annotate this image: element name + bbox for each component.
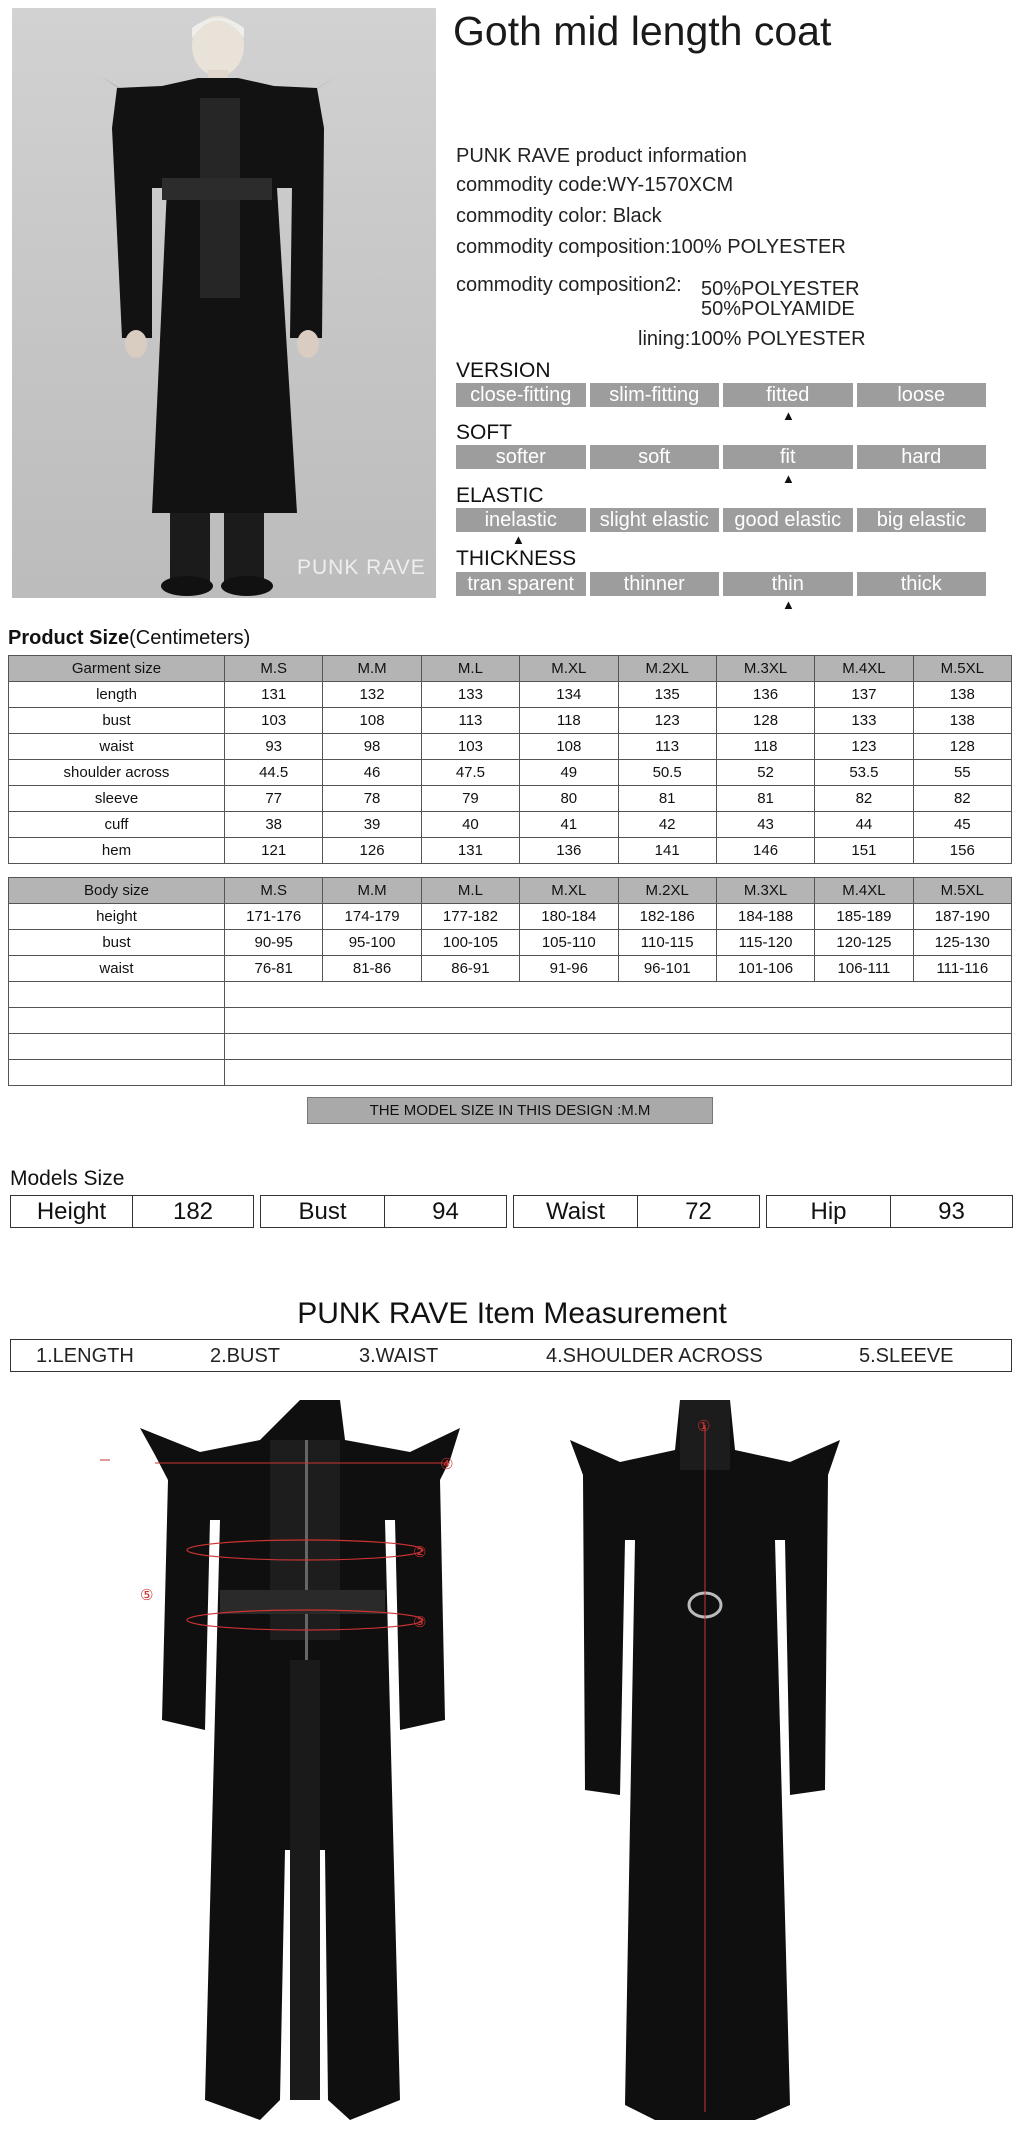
elastic-option: good elastic — [723, 508, 853, 532]
table-cell: waist — [9, 734, 225, 760]
table-row — [9, 812, 1012, 838]
table-cell: 82 — [815, 786, 913, 812]
table-cell: 120-125 — [815, 930, 913, 956]
table-cell: 47.5 — [421, 760, 519, 786]
table-row — [9, 930, 1012, 956]
table-cell: 81 — [716, 786, 814, 812]
table-cell: 182-186 — [618, 904, 716, 930]
hip-label: Hip — [766, 1195, 891, 1228]
version-option: loose — [857, 383, 987, 407]
attr-thickness-label: THICKNESS — [456, 547, 577, 570]
attr-soft-label: SOFT — [456, 421, 512, 444]
model-figure — [12, 8, 436, 598]
table-cell: 81-86 — [323, 956, 421, 982]
lining-label: lining: — [638, 328, 691, 350]
table-cell: 53.5 — [815, 760, 913, 786]
table-cell: 134 — [520, 682, 618, 708]
table-cell: 138 — [913, 682, 1011, 708]
table-cell — [225, 982, 1012, 1008]
version-option-selected: fitted — [723, 383, 853, 407]
table-cell: 131 — [225, 682, 323, 708]
table-cell: 110-115 — [618, 930, 716, 956]
commodity-code — [456, 174, 733, 197]
table-cell: 41 — [520, 812, 618, 838]
product-size-unit: (Centimeters) — [129, 627, 251, 649]
table-header-cell: M.XL — [520, 878, 618, 904]
marker-5-icon: ⑤ — [140, 1586, 154, 1604]
elastic-option: big elastic — [857, 508, 987, 532]
code-label: commodity code: — [456, 174, 608, 196]
table-cell: 96-101 — [618, 956, 716, 982]
table-cell: 184-188 — [716, 904, 814, 930]
table-header-row — [9, 878, 1012, 904]
thickness-option: tran sparent — [456, 572, 586, 596]
body-size-table — [8, 877, 1012, 1086]
empty-row — [9, 1008, 1012, 1034]
table-cell: 135 — [618, 682, 716, 708]
table-cell: 105-110 — [520, 930, 618, 956]
table-row — [9, 682, 1012, 708]
measurement-title: PUNK RAVE Item Measurement — [297, 1297, 727, 1330]
table-cell: 93 — [225, 734, 323, 760]
marker-3-icon: ③ — [413, 1613, 427, 1631]
table-cell: 171-176 — [225, 904, 323, 930]
table-header-cell: M.L — [421, 656, 519, 682]
table-cell: cuff — [9, 812, 225, 838]
coat-back — [570, 1400, 840, 2120]
table-header-cell: M.XL — [520, 656, 618, 682]
table-cell: 121 — [225, 838, 323, 864]
waist-label: Waist — [513, 1195, 638, 1228]
color-value: Black — [612, 205, 662, 227]
elastic-option: slight elastic — [590, 508, 720, 532]
table-cell: 40 — [421, 812, 519, 838]
table-cell: 180-184 — [520, 904, 618, 930]
table-header-cell: Body size — [9, 878, 225, 904]
table-cell: bust — [9, 708, 225, 734]
composition2-values — [701, 279, 860, 319]
table-cell: 128 — [913, 734, 1011, 760]
table-cell: 77 — [225, 786, 323, 812]
table-cell: 136 — [716, 682, 814, 708]
bust-label: Bust — [260, 1195, 385, 1228]
soft-marker-icon: ▲ — [782, 471, 795, 486]
table-cell: 108 — [323, 708, 421, 734]
attr-thickness-scale — [456, 572, 986, 596]
marker-4-icon: ④ — [440, 1455, 454, 1473]
table-cell: 141 — [618, 838, 716, 864]
models-size-title: Models Size — [10, 1167, 125, 1190]
table-cell: 86-91 — [421, 956, 519, 982]
table-cell: waist — [9, 956, 225, 982]
table-cell: 95-100 — [323, 930, 421, 956]
table-cell: 118 — [716, 734, 814, 760]
hip-value: 93 — [890, 1195, 1013, 1228]
soft-option: hard — [857, 445, 987, 469]
table-cell — [225, 1008, 1012, 1034]
bust-value: 94 — [384, 1195, 507, 1228]
waist-value: 72 — [637, 1195, 760, 1228]
table-cell: 39 — [323, 812, 421, 838]
table-cell — [225, 1060, 1012, 1086]
commodity-composition — [456, 236, 846, 259]
table-cell: 43 — [716, 812, 814, 838]
table-cell — [9, 1034, 225, 1060]
attr-elastic-label: ELASTIC — [456, 484, 544, 507]
attr-soft-scale — [456, 445, 986, 469]
table-cell: 52 — [716, 760, 814, 786]
table-cell: 46 — [323, 760, 421, 786]
color-label: commodity color: — [456, 205, 608, 227]
table-cell: hem — [9, 838, 225, 864]
table-cell: 50.5 — [618, 760, 716, 786]
empty-row — [9, 982, 1012, 1008]
table-cell: 80 — [520, 786, 618, 812]
height-value: 182 — [132, 1195, 254, 1228]
table-row — [9, 760, 1012, 786]
table-cell: 138 — [913, 708, 1011, 734]
table-cell: length — [9, 682, 225, 708]
table-header-cell: M.S — [225, 656, 323, 682]
product-size-heading: Product Size — [8, 627, 130, 649]
table-header-cell: M.3XL — [716, 878, 814, 904]
version-option: slim-fitting — [590, 383, 720, 407]
table-cell: 187-190 — [913, 904, 1011, 930]
table-header-cell: M.M — [323, 878, 421, 904]
measure-length: 1.LENGTH — [36, 1345, 134, 1367]
table-cell: 98 — [323, 734, 421, 760]
empty-row — [9, 1060, 1012, 1086]
measure-sleeve: 5.SLEEVE — [859, 1345, 954, 1367]
model-photo — [12, 8, 436, 598]
table-header-cell: M.2XL — [618, 656, 716, 682]
thickness-option-selected: thin — [723, 572, 853, 596]
table-cell: 91-96 — [520, 956, 618, 982]
table-cell: 81 — [618, 786, 716, 812]
table-row — [9, 786, 1012, 812]
lining-value: 100% POLYESTER — [690, 328, 866, 350]
table-cell: 128 — [716, 708, 814, 734]
version-marker-icon: ▲ — [782, 408, 795, 423]
soft-option: soft — [590, 445, 720, 469]
table-cell: 100-105 — [421, 930, 519, 956]
table-cell: 55 — [913, 760, 1011, 786]
table-cell: 90-95 — [225, 930, 323, 956]
attr-version-scale — [456, 383, 986, 407]
table-cell: 132 — [323, 682, 421, 708]
coat-measurement-diagram — [100, 1400, 890, 2140]
photo-watermark: PUNK RAVE — [297, 556, 426, 579]
composition-label: commodity composition: — [456, 236, 671, 258]
table-cell: 185-189 — [815, 904, 913, 930]
table-cell — [9, 982, 225, 1008]
table-cell: 49 — [520, 760, 618, 786]
marker-2-icon: ② — [413, 1543, 427, 1561]
table-cell: sleeve — [9, 786, 225, 812]
table-row — [9, 956, 1012, 982]
table-cell: 44.5 — [225, 760, 323, 786]
table-cell: 79 — [421, 786, 519, 812]
soft-option: softer — [456, 445, 586, 469]
table-cell: 76-81 — [225, 956, 323, 982]
table-cell: 133 — [421, 682, 519, 708]
attr-elastic-scale — [456, 508, 986, 532]
table-cell — [9, 1008, 225, 1034]
height-label: Height — [10, 1195, 133, 1228]
table-cell: 113 — [421, 708, 519, 734]
product-title: Goth mid length coat — [453, 8, 832, 54]
thickness-option: thick — [857, 572, 987, 596]
table-cell: 78 — [323, 786, 421, 812]
table-cell: 118 — [520, 708, 618, 734]
table-header-cell: M.4XL — [815, 878, 913, 904]
table-header-row — [9, 656, 1012, 682]
table-header-cell: M.3XL — [716, 656, 814, 682]
table-cell: 44 — [815, 812, 913, 838]
elastic-marker-icon: ▲ — [512, 532, 525, 547]
composition2-label: commodity composition2: — [456, 274, 682, 296]
table-cell: 106-111 — [815, 956, 913, 982]
table-cell: height — [9, 904, 225, 930]
measure-waist: 3.WAIST — [359, 1345, 439, 1367]
product-size-title — [8, 627, 250, 650]
table-header-cell: M.4XL — [815, 656, 913, 682]
elastic-option-selected: inelastic — [456, 508, 586, 532]
model-size-note: THE MODEL SIZE IN THIS DESIGN :M.M — [307, 1097, 713, 1124]
table-cell: 113 — [618, 734, 716, 760]
lining — [638, 328, 866, 351]
table-cell: 131 — [421, 838, 519, 864]
table-header-cell: M.S — [225, 878, 323, 904]
table-cell: 136 — [520, 838, 618, 864]
thickness-option: thinner — [590, 572, 720, 596]
composition2-value-1: 50%POLYESTER — [701, 278, 860, 300]
table-cell: 137 — [815, 682, 913, 708]
table-cell: 103 — [421, 734, 519, 760]
thickness-marker-icon: ▲ — [782, 597, 795, 612]
composition2-value-2: 50%POLYAMIDE — [701, 298, 855, 320]
table-cell: 156 — [913, 838, 1011, 864]
table-cell: 177-182 — [421, 904, 519, 930]
table-cell — [9, 1060, 225, 1086]
measure-shoulder: 4.SHOULDER ACROSS — [546, 1345, 763, 1367]
table-header-cell: M.L — [421, 878, 519, 904]
table-cell: bust — [9, 930, 225, 956]
table-cell — [225, 1034, 1012, 1060]
version-option: close-fitting — [456, 383, 586, 407]
table-cell: 174-179 — [323, 904, 421, 930]
table-cell: 108 — [520, 734, 618, 760]
table-header-cell: M.M — [323, 656, 421, 682]
table-cell: 103 — [225, 708, 323, 734]
table-cell: 123 — [618, 708, 716, 734]
code-value: WY-1570XCM — [607, 174, 734, 196]
table-header-cell: M.5XL — [913, 878, 1011, 904]
table-header-cell: Garment size — [9, 656, 225, 682]
table-row — [9, 904, 1012, 930]
table-header-cell: M.5XL — [913, 656, 1011, 682]
table-cell: 151 — [815, 838, 913, 864]
table-row — [9, 708, 1012, 734]
soft-option-selected: fit — [723, 445, 853, 469]
table-cell: 123 — [815, 734, 913, 760]
coat-front — [100, 1400, 460, 2120]
measure-bust: 2.BUST — [210, 1345, 281, 1367]
table-header-cell: M.2XL — [618, 878, 716, 904]
product-size-table — [8, 655, 1012, 864]
table-cell: 42 — [618, 812, 716, 838]
empty-row — [9, 1034, 1012, 1060]
table-row — [9, 734, 1012, 760]
table-cell: 111-116 — [913, 956, 1011, 982]
table-cell: 126 — [323, 838, 421, 864]
table-cell: 38 — [225, 812, 323, 838]
table-row — [9, 838, 1012, 864]
table-cell: 133 — [815, 708, 913, 734]
table-cell: 146 — [716, 838, 814, 864]
table-cell: 115-120 — [716, 930, 814, 956]
attr-version-label: VERSION — [456, 359, 551, 382]
info-header: PUNK RAVE product information — [456, 145, 747, 167]
table-cell: 125-130 — [913, 930, 1011, 956]
commodity-color — [456, 205, 662, 228]
table-cell: 45 — [913, 812, 1011, 838]
table-cell: shoulder across — [9, 760, 225, 786]
table-cell: 101-106 — [716, 956, 814, 982]
marker-1-icon: ① — [697, 1417, 711, 1435]
table-cell: 82 — [913, 786, 1011, 812]
composition-value: 100% POLYESTER — [670, 236, 846, 258]
